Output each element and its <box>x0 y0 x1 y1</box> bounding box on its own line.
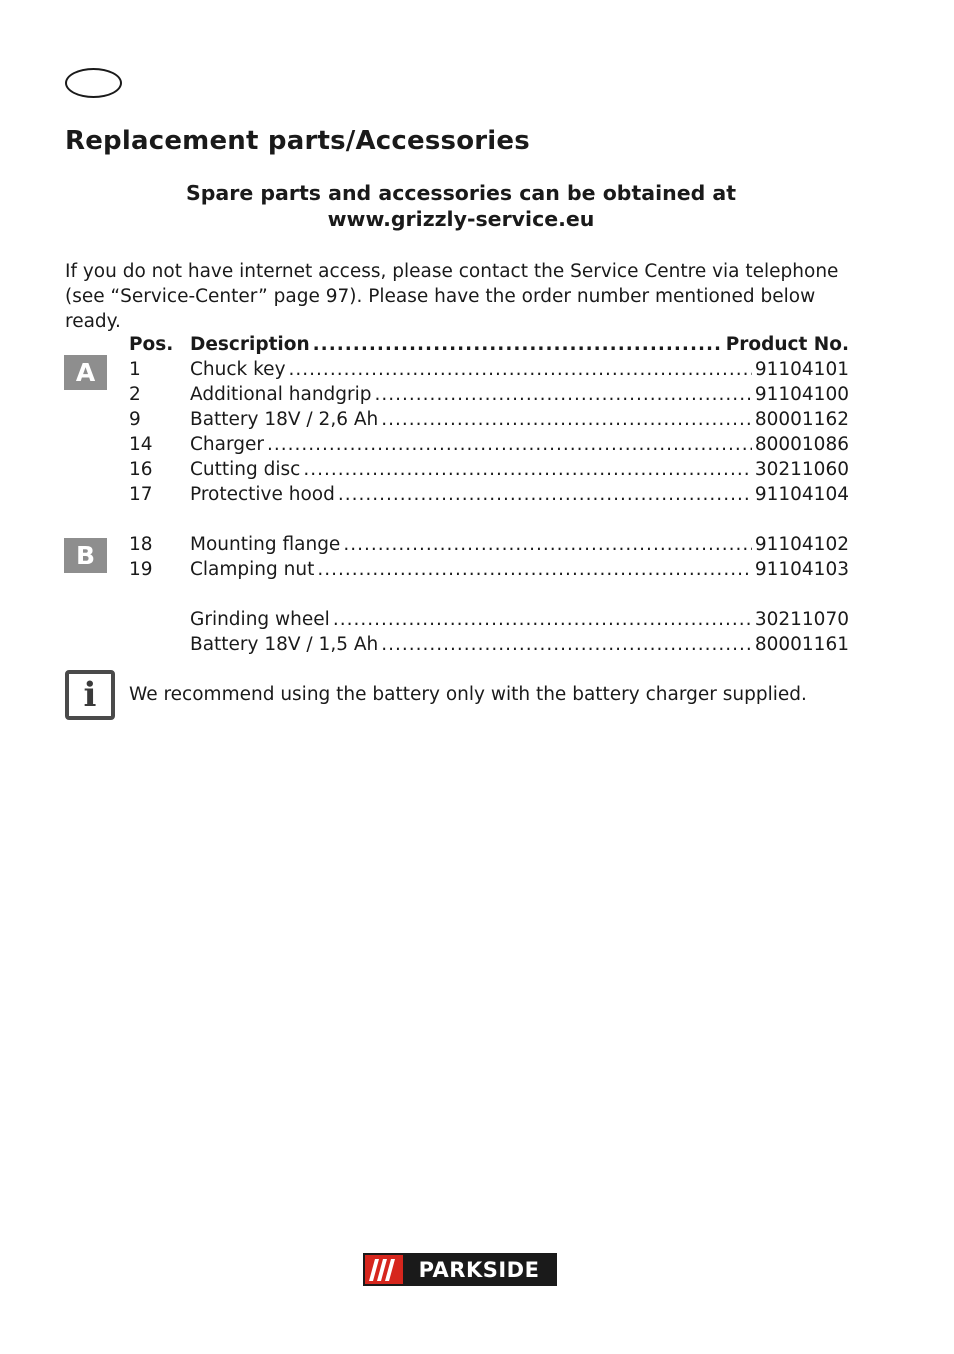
service-url: www.grizzly-service.eu <box>327 207 595 231</box>
dot-leader <box>313 334 723 355</box>
parts-row <box>129 484 849 509</box>
part-product-no: 91104100 <box>754 384 849 405</box>
part-description: Charger <box>190 434 264 455</box>
part-product-no: 91104103 <box>754 559 849 580</box>
parts-row <box>129 634 849 659</box>
logo-wordmark: PARKSIDE <box>403 1255 555 1284</box>
part-description: Cutting disc <box>190 459 301 480</box>
parts-row <box>129 409 849 434</box>
figure-badge-b: B <box>64 538 107 573</box>
intro-paragraph <box>65 259 865 334</box>
part-pos: 14 <box>129 434 153 455</box>
parts-row <box>129 359 849 384</box>
page-title: Replacement parts/Accessories <box>65 126 530 156</box>
header-pos: Pos. <box>129 334 174 355</box>
parts-row <box>129 384 849 409</box>
part-pos: 17 <box>129 484 153 505</box>
language-badge <box>65 68 122 98</box>
dot-leader <box>381 634 752 655</box>
header-product-no: Product No. <box>725 334 849 355</box>
intro-line: If you do not have internet access, please contact the Service Centre via telephone <box>65 261 839 282</box>
dot-leader <box>317 559 751 580</box>
part-description: Grinding wheel <box>190 609 330 630</box>
dot-leader <box>333 609 752 630</box>
dot-leader <box>381 409 752 430</box>
parkside-logo <box>363 1253 557 1286</box>
part-product-no: 80001162 <box>754 409 849 430</box>
parts-row <box>129 534 849 559</box>
part-product-no: 80001161 <box>754 634 849 655</box>
parts-header <box>129 334 849 359</box>
part-pos: 1 <box>129 359 141 380</box>
part-description: Additional handgrip <box>190 384 372 405</box>
part-description: Battery 18V / 1,5 Ah <box>190 634 379 655</box>
dot-leader <box>338 484 752 505</box>
part-product-no: 30211070 <box>754 609 849 630</box>
part-product-no: 91104101 <box>754 359 849 380</box>
battery-note: We recommend using the battery only with the battery charger supplied. <box>129 684 807 705</box>
part-pos: 18 <box>129 534 153 555</box>
part-pos: 16 <box>129 459 153 480</box>
dot-leader <box>343 534 752 555</box>
intro-line: (see “Service-Center” page 97). Please have the order number mentioned below ready. <box>65 286 816 332</box>
dot-leader <box>289 359 752 380</box>
logo-stripes-icon <box>365 1255 403 1284</box>
dot-leader <box>375 384 752 405</box>
stripes-icon <box>369 1259 399 1281</box>
dot-leader <box>303 459 751 480</box>
part-pos: 9 <box>129 409 141 430</box>
part-product-no: 80001086 <box>754 434 849 455</box>
part-product-no: 91104102 <box>754 534 849 555</box>
parts-row <box>129 459 849 484</box>
service-info <box>65 180 857 232</box>
part-product-no: 30211060 <box>754 459 849 480</box>
part-description: Clamping nut <box>190 559 315 580</box>
part-pos: 2 <box>129 384 141 405</box>
figure-badge-a: A <box>64 355 107 390</box>
parts-row <box>129 559 849 584</box>
service-line: Spare parts and accessories can be obtained at <box>185 181 737 205</box>
info-icon: i <box>65 670 115 720</box>
part-description: Battery 18V / 2,6 Ah <box>190 409 379 430</box>
part-description: Protective hood <box>190 484 335 505</box>
part-product-no: 91104104 <box>754 484 849 505</box>
header-description: Description <box>190 334 310 355</box>
part-description: Chuck key <box>190 359 286 380</box>
parts-row <box>129 609 849 634</box>
part-description: Mounting flange <box>190 534 341 555</box>
part-pos: 19 <box>129 559 153 580</box>
dot-leader <box>267 434 752 455</box>
parts-row <box>129 434 849 459</box>
